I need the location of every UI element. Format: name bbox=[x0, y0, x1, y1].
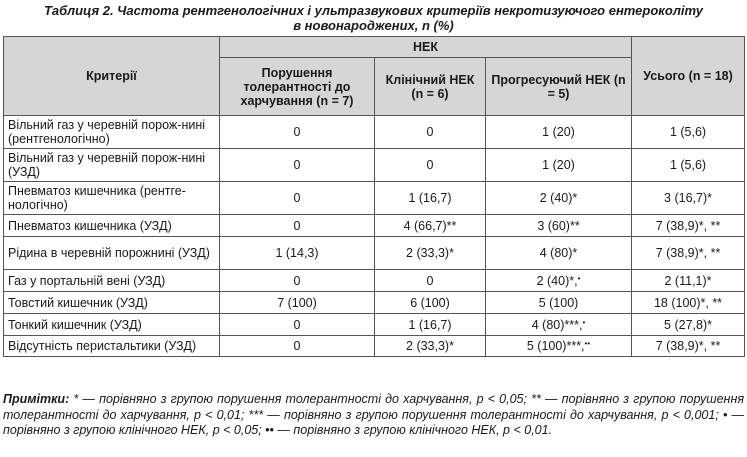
notes-text: * — порівняно з групою порушення толерантності до харчування, p < 0,05; ** — порівняно з групою порушення толерантності до харчування, p < 0,01; *** — порівняно з групою порушення толерантності до харчування, p < 0,001; • — порівняно з групою клінічного НЕК, p < 0,05; •• — порівняно з групою клінічного НЕК, p < 0,01. bbox=[3, 392, 744, 437]
table-row bbox=[4, 116, 745, 149]
table-title-line-2: в новонароджених, n (%) bbox=[293, 18, 454, 33]
cell-intolerance-value: 0 bbox=[293, 317, 301, 332]
header-col-intolerance: Порушення толерантності до харчування (n = 7) bbox=[220, 58, 375, 116]
cell-intolerance bbox=[220, 292, 375, 314]
cell-progressive-value: 3 (60)** bbox=[537, 218, 580, 233]
cell-progressive bbox=[486, 270, 632, 292]
row-criterion bbox=[4, 149, 220, 182]
cell-total-value: 7 (38,9)*, ** bbox=[655, 246, 721, 260]
row-criterion bbox=[4, 215, 220, 237]
cell-progressive bbox=[486, 182, 632, 215]
header-total: Усього (n = 18) bbox=[632, 37, 745, 116]
cell-progressive-significance-mark: •• bbox=[584, 339, 591, 348]
cell-total bbox=[632, 149, 745, 182]
cell-clinical-value: 2 (33,3)* bbox=[406, 339, 454, 353]
cell-total-value: 2 (11,1)* bbox=[664, 273, 712, 288]
cell-progressive-significance-mark: • bbox=[577, 273, 581, 283]
cell-progressive-value: 5 (100)***, bbox=[526, 339, 585, 353]
row-criterion bbox=[4, 314, 220, 336]
cell-clinical bbox=[375, 149, 486, 182]
notes-label: Примітки: bbox=[3, 392, 70, 406]
cell-total bbox=[632, 292, 745, 314]
table-row bbox=[4, 314, 745, 336]
cell-intolerance-value: 0 bbox=[293, 339, 301, 353]
cell-intolerance bbox=[220, 336, 375, 357]
cell-clinical bbox=[375, 237, 486, 270]
cell-progressive bbox=[486, 336, 632, 357]
cell-progressive bbox=[486, 237, 632, 270]
cell-clinical bbox=[375, 336, 486, 357]
cell-progressive bbox=[486, 149, 632, 182]
table-row bbox=[4, 237, 745, 270]
cell-clinical bbox=[375, 182, 486, 215]
cell-intolerance bbox=[220, 182, 375, 215]
cell-intolerance-value: 0 bbox=[293, 218, 301, 233]
cell-total bbox=[632, 116, 745, 149]
table-title-line-1: Таблиця 2. Частота рентгенологічних і ультразвукових критеріїв некротизуючого ентероколіту bbox=[43, 3, 703, 18]
cell-intolerance bbox=[220, 149, 375, 182]
row-criterion-value: Вільний газ у черевній порож-нині (рентгенологічно) bbox=[8, 118, 206, 146]
cell-clinical bbox=[375, 292, 486, 314]
cell-intolerance bbox=[220, 270, 375, 292]
table-row bbox=[4, 182, 745, 215]
row-criterion bbox=[4, 237, 220, 270]
row-criterion-value: Тонкий кишечник (УЗД) bbox=[8, 317, 142, 332]
cell-total-value: 3 (16,7)* bbox=[664, 191, 712, 205]
table-row bbox=[4, 270, 745, 292]
header-col-clinical: Клінічний НЕК (n = 6) bbox=[375, 58, 486, 116]
table-row bbox=[4, 336, 745, 357]
cell-progressive bbox=[486, 314, 632, 336]
cell-progressive-value: 1 (20) bbox=[542, 125, 575, 139]
cell-total bbox=[632, 215, 745, 237]
cell-progressive-significance-mark: • bbox=[582, 317, 586, 327]
table-body bbox=[4, 116, 745, 357]
cell-clinical-value: 0 bbox=[426, 158, 434, 172]
row-criterion-value: Пневматоз кишечника (рентге-нологічно) bbox=[8, 184, 186, 212]
cell-clinical bbox=[375, 116, 486, 149]
cell-clinical-value: 1 (16,7) bbox=[408, 191, 452, 205]
cell-total-value: 18 (100)*, ** bbox=[653, 295, 723, 310]
cell-clinical bbox=[375, 215, 486, 237]
cell-clinical-value: 2 (33,3)* bbox=[406, 246, 454, 260]
cell-clinical-value: 0 bbox=[426, 273, 434, 288]
row-criterion-value: Газ у портальній вені (УЗД) bbox=[8, 273, 166, 288]
cell-clinical-value: 1 (16,7) bbox=[408, 317, 452, 332]
row-criterion bbox=[4, 292, 220, 314]
header-col-progressive: Прогресуючий НЕК (n = 5) bbox=[486, 58, 632, 116]
row-criterion bbox=[4, 116, 220, 149]
cell-total bbox=[632, 314, 745, 336]
cell-clinical bbox=[375, 270, 486, 292]
cell-progressive bbox=[486, 292, 632, 314]
row-criterion-value: Товстий кишечник (УЗД) bbox=[8, 295, 148, 310]
row-criterion bbox=[4, 182, 220, 215]
cell-total-value: 1 (5,6) bbox=[669, 125, 707, 139]
row-criterion bbox=[4, 336, 220, 357]
row-criterion bbox=[4, 270, 220, 292]
cell-progressive bbox=[486, 215, 632, 237]
header-criteria: Критерії bbox=[4, 37, 220, 116]
cell-progressive bbox=[486, 116, 632, 149]
cell-total bbox=[632, 182, 745, 215]
table-notes bbox=[3, 392, 744, 439]
cell-progressive-value: 4 (80)***, bbox=[531, 317, 583, 332]
cell-intolerance-value: 0 bbox=[293, 273, 301, 288]
cell-total-value: 7 (38,9)*, ** bbox=[655, 339, 721, 353]
row-criterion-value: Вільний газ у черевній порож-нині (УЗД) bbox=[8, 151, 206, 179]
cell-intolerance bbox=[220, 116, 375, 149]
cell-intolerance-value: 0 bbox=[293, 191, 301, 205]
cell-intolerance-value: 0 bbox=[293, 125, 301, 139]
cell-intolerance-value: 7 (100) bbox=[277, 295, 317, 310]
cell-intolerance-value: 1 (14,3) bbox=[275, 246, 319, 260]
cell-progressive-value: 2 (40)*, bbox=[536, 273, 578, 288]
cell-intolerance-value: 0 bbox=[293, 158, 301, 172]
data-table bbox=[3, 36, 745, 357]
cell-clinical bbox=[375, 314, 486, 336]
cell-total-value: 5 (27,8)* bbox=[664, 317, 712, 332]
cell-intolerance bbox=[220, 237, 375, 270]
table-row bbox=[4, 149, 745, 182]
row-criterion-value: Рідина в черевній порожнині (УЗД) bbox=[8, 246, 210, 260]
table-row bbox=[4, 215, 745, 237]
cell-progressive-value: 2 (40)* bbox=[539, 191, 578, 205]
header-group: НЕК bbox=[220, 37, 632, 58]
cell-clinical-value: 4 (66,7)** bbox=[403, 218, 457, 233]
cell-intolerance bbox=[220, 215, 375, 237]
cell-progressive-value: 1 (20) bbox=[542, 158, 575, 172]
cell-total-value: 7 (38,9)*, ** bbox=[655, 218, 721, 233]
cell-clinical-value: 0 bbox=[426, 125, 434, 139]
cell-intolerance bbox=[220, 314, 375, 336]
cell-total-value: 1 (5,6) bbox=[669, 158, 707, 172]
cell-clinical-value: 6 (100) bbox=[410, 295, 450, 310]
cell-total bbox=[632, 270, 745, 292]
table-row bbox=[4, 292, 745, 314]
table-title bbox=[0, 0, 747, 34]
cell-total bbox=[632, 237, 745, 270]
row-criterion-value: Пневматоз кишечника (УЗД) bbox=[8, 218, 172, 233]
cell-progressive-value: 5 (100) bbox=[538, 295, 579, 310]
cell-progressive-value: 4 (80)* bbox=[539, 246, 578, 260]
cell-total bbox=[632, 336, 745, 357]
row-criterion-value: Відсутність перистальтики (УЗД) bbox=[8, 339, 197, 353]
